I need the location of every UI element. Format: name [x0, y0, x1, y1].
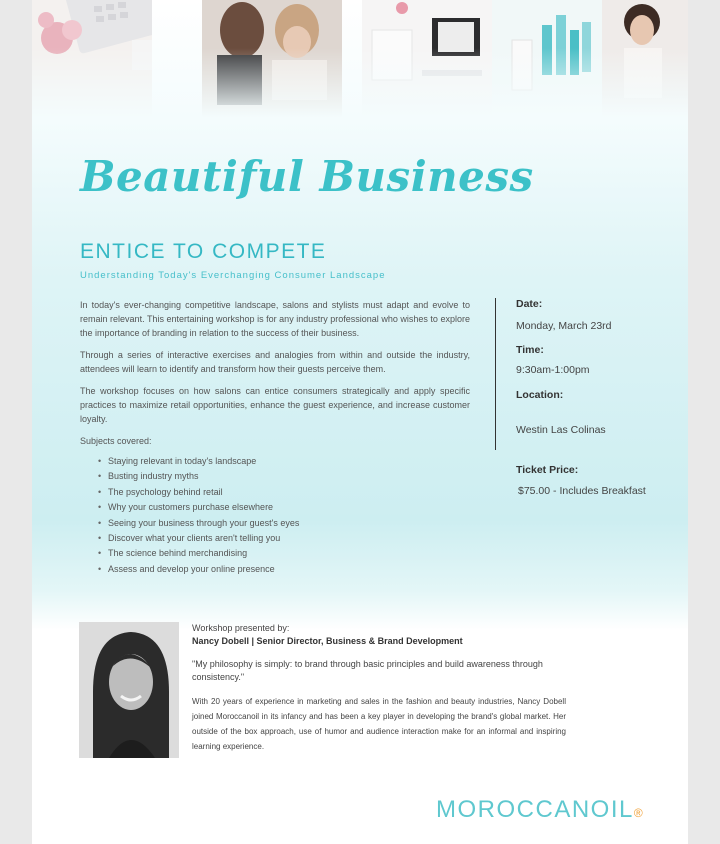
page-tagline: Understanding Today's Everchanging Consumer Landscape: [80, 270, 386, 281]
presenter-photo: [79, 622, 179, 758]
presenter-name: Nancy Dobell | Senior Director, Business & Brand Development: [192, 636, 463, 646]
subject-item: • Staying relevant in today's landscape: [98, 454, 470, 468]
presenter-description: With 20 years of experience in marketing and sales in the fashion and beauty industries, Nancy Dobell joined Moroccanoil in its infancy and has been a key player in developing the brand's global market. Her outside of the box approach, use of humor and audience interaction make for an informal and inspiring learning experience.: [192, 697, 566, 751]
subjects-list: [80, 454, 470, 576]
location-value: Westin Las Colinas: [516, 424, 606, 436]
stylist-photo: [202, 0, 342, 118]
location-label: Location:: [516, 389, 564, 401]
presented-by-label: Workshop presented by:: [192, 623, 290, 633]
subjects-label: Subjects covered:: [80, 436, 152, 446]
presenter-portrait-image: [79, 622, 179, 758]
time-label: Time:: [516, 344, 544, 356]
date-value: Monday, March 23rd: [516, 320, 612, 332]
column-divider: [495, 298, 496, 450]
flyer-page: [32, 0, 688, 844]
bride-photo: [602, 0, 688, 118]
presenter-bio: [192, 622, 566, 754]
subject-item: • The science behind merchandising: [98, 546, 470, 560]
brand-wordmark: MOROCCANOIL: [436, 796, 634, 823]
header-photo-strip: [32, 0, 688, 118]
subject-item: • Busting industry myths: [98, 469, 470, 483]
price-label: Ticket Price:: [516, 464, 579, 476]
presenter-quote: "My philosophy is simply: to brand through basic principles and build awareness through consistency.": [192, 659, 543, 682]
page-subtitle: ENTICE TO COMPETE: [80, 240, 327, 263]
subject-item: • The psychology behind retail: [98, 485, 470, 499]
date-label: Date:: [516, 298, 543, 310]
price-value: $75.00 - Includes Breakfast: [518, 485, 646, 497]
exercises-paragraph: Through a series of interactive exercises and analogies from within and outside the industry, attendees will learn to identify and transform how their guests perceive them.: [80, 350, 470, 374]
office-photo: [362, 0, 492, 118]
focus-paragraph: The workshop focuses on how salons can entice consumers strategically and apply specific practices to maximize retail opportunities, enhance the guest experience, and increase customer loyalty.: [80, 386, 470, 424]
brand-logo: [436, 796, 644, 824]
time-value: 9:30am-1:00pm: [516, 364, 590, 376]
subject-item: • Discover what your clients aren't telling you: [98, 531, 470, 545]
description-column: [80, 298, 470, 577]
intro-paragraph: In today's ever-changing competitive landscape, salons and stylists must adapt and evolve to remain relevant. This entertaining workshop is for any industry professional who wishes to explore the importance of branding in relation to the success of their business.: [80, 300, 470, 338]
product-photo: [492, 0, 602, 118]
subject-item: • Seeing your business through your guest's eyes: [98, 516, 470, 530]
desk-flowers-photo: [32, 0, 152, 118]
subject-item: • Why your customers purchase elsewhere: [98, 500, 470, 514]
brand-registered-mark: ®: [633, 806, 645, 820]
page-title: Beautiful Business: [80, 152, 534, 201]
subject-item: • Assess and develop your online presence: [98, 562, 470, 576]
